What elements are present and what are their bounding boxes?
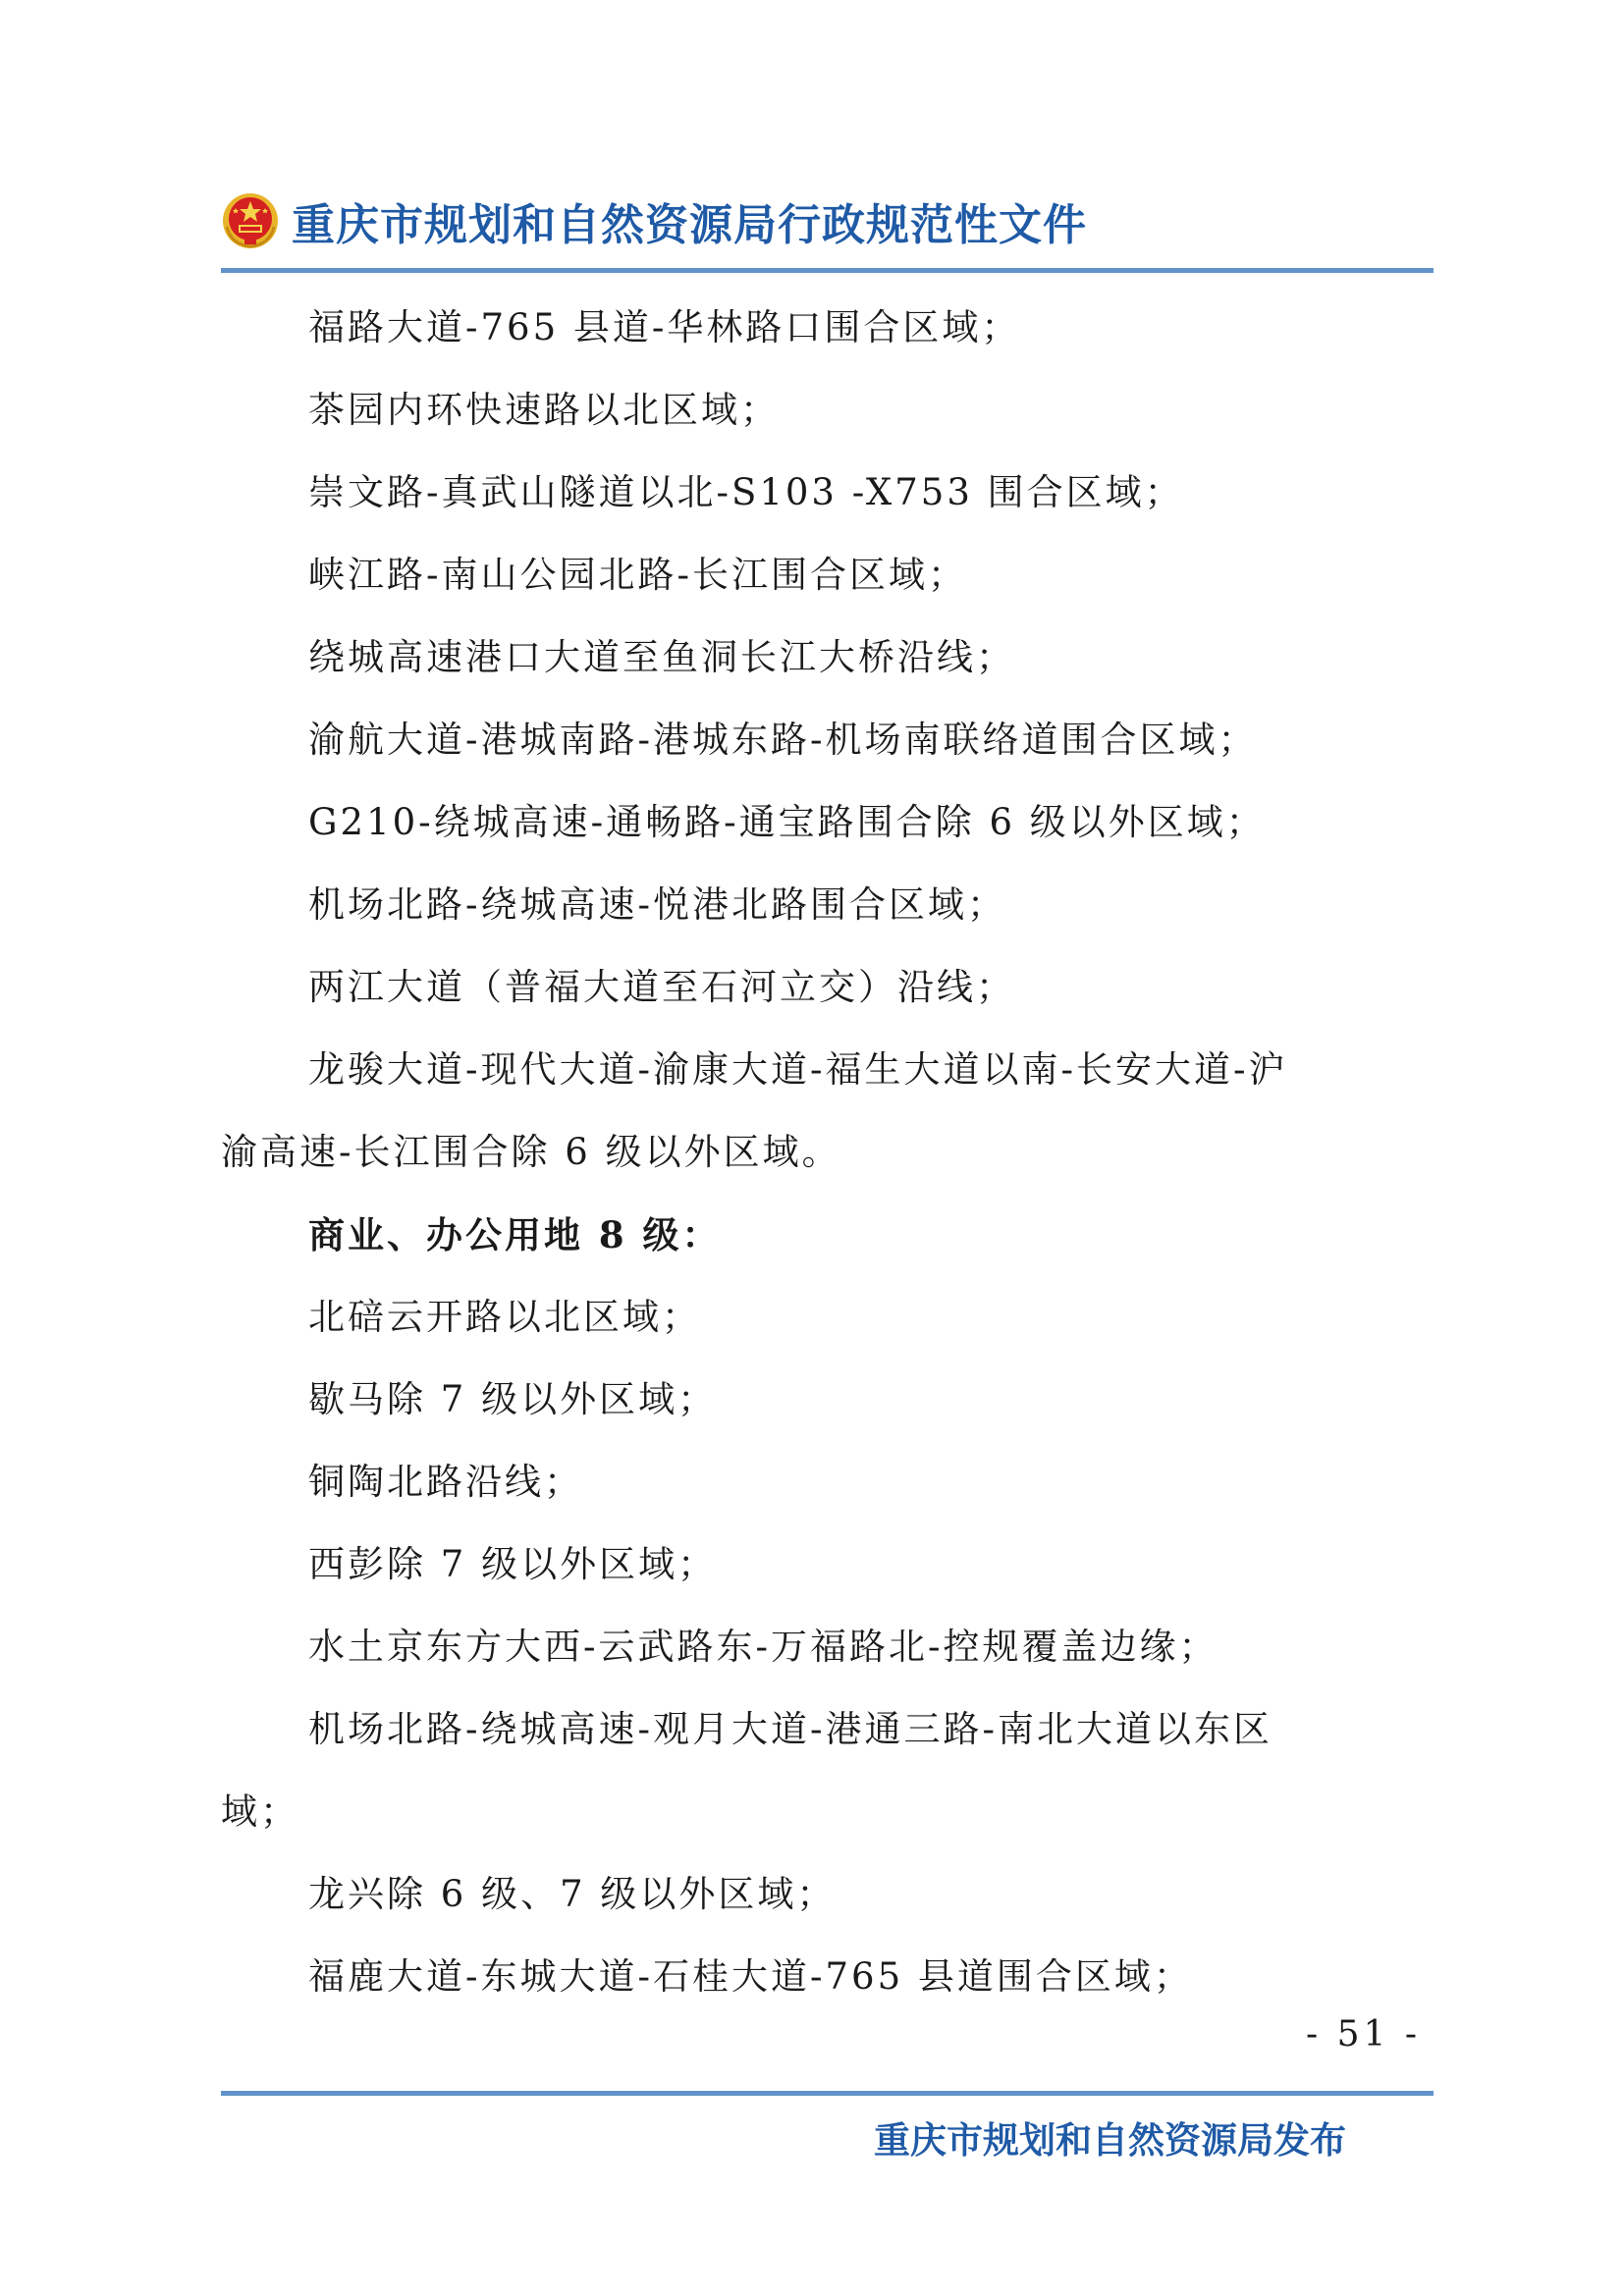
document-header-title: 重庆市规划和自然资源局行政规范性文件	[292, 200, 1087, 250]
body-line: 龙兴除 6 级、7 级以外区域；	[308, 1873, 837, 1915]
body-line: 福鹿大道-东城大道-石桂大道-765 县道围合区域；	[308, 1955, 1193, 1998]
body-line: 福路大道-765 县道-华林路口围合区域；	[308, 306, 1021, 348]
body-line: 西彭除 7 级以外区域；	[308, 1543, 718, 1585]
footer-divider	[221, 2091, 1434, 2096]
document-body	[221, 287, 1434, 2018]
body-line-continuation: 渝高速-长江围合除 6 级以外区域。	[221, 1131, 841, 1173]
body-line-continuation: 域；	[221, 1790, 299, 1833]
body-line: 崇文路-真武山隧道以北-S103 -X753 围合区域；	[308, 471, 1184, 513]
body-line: 机场北路-绕城高速-悦港北路围合区域；	[308, 883, 1007, 926]
body-line: 铜陶北路沿线；	[308, 1461, 583, 1503]
body-line: 绕城高速港口大道至鱼洞长江大桥沿线；	[308, 636, 1015, 678]
body-line: 龙骏大道-现代大道-渝康大道-福生大道以南-长安大道-沪	[308, 1048, 1288, 1091]
body-line: 水土京东方大西-云武路东-万福路北-控规覆盖边缘；	[308, 1626, 1218, 1668]
page-number: - 51 -	[1306, 2014, 1422, 2055]
body-line: 两江大道（普福大道至石河立交）沿线；	[308, 966, 1015, 1008]
body-line: 茶园内环快速路以北区域；	[308, 389, 780, 431]
document-header	[221, 187, 1087, 255]
body-line: 北碚云开路以北区域；	[308, 1296, 701, 1338]
footer-publisher: 重庆市规划和自然资源局发布	[874, 2119, 1346, 2162]
section-heading: 商业、办公用地 8 级：	[308, 1213, 722, 1256]
national-emblem-icon	[221, 191, 280, 250]
body-line: 渝航大道-港城南路-港城东路-机场南联络道围合区域；	[308, 719, 1258, 761]
body-line: 峡江路-南山公园北路-长江围合区域；	[308, 554, 968, 596]
body-line: 机场北路-绕城高速-观月大道-港通三路-南北大道以东区	[308, 1708, 1273, 1750]
body-line: G210-绕城高速-通畅路-通宝路围合除 6 级以外区域；	[308, 801, 1266, 843]
body-line: 歇马除 7 级以外区域；	[308, 1378, 718, 1420]
header-divider	[221, 268, 1434, 273]
